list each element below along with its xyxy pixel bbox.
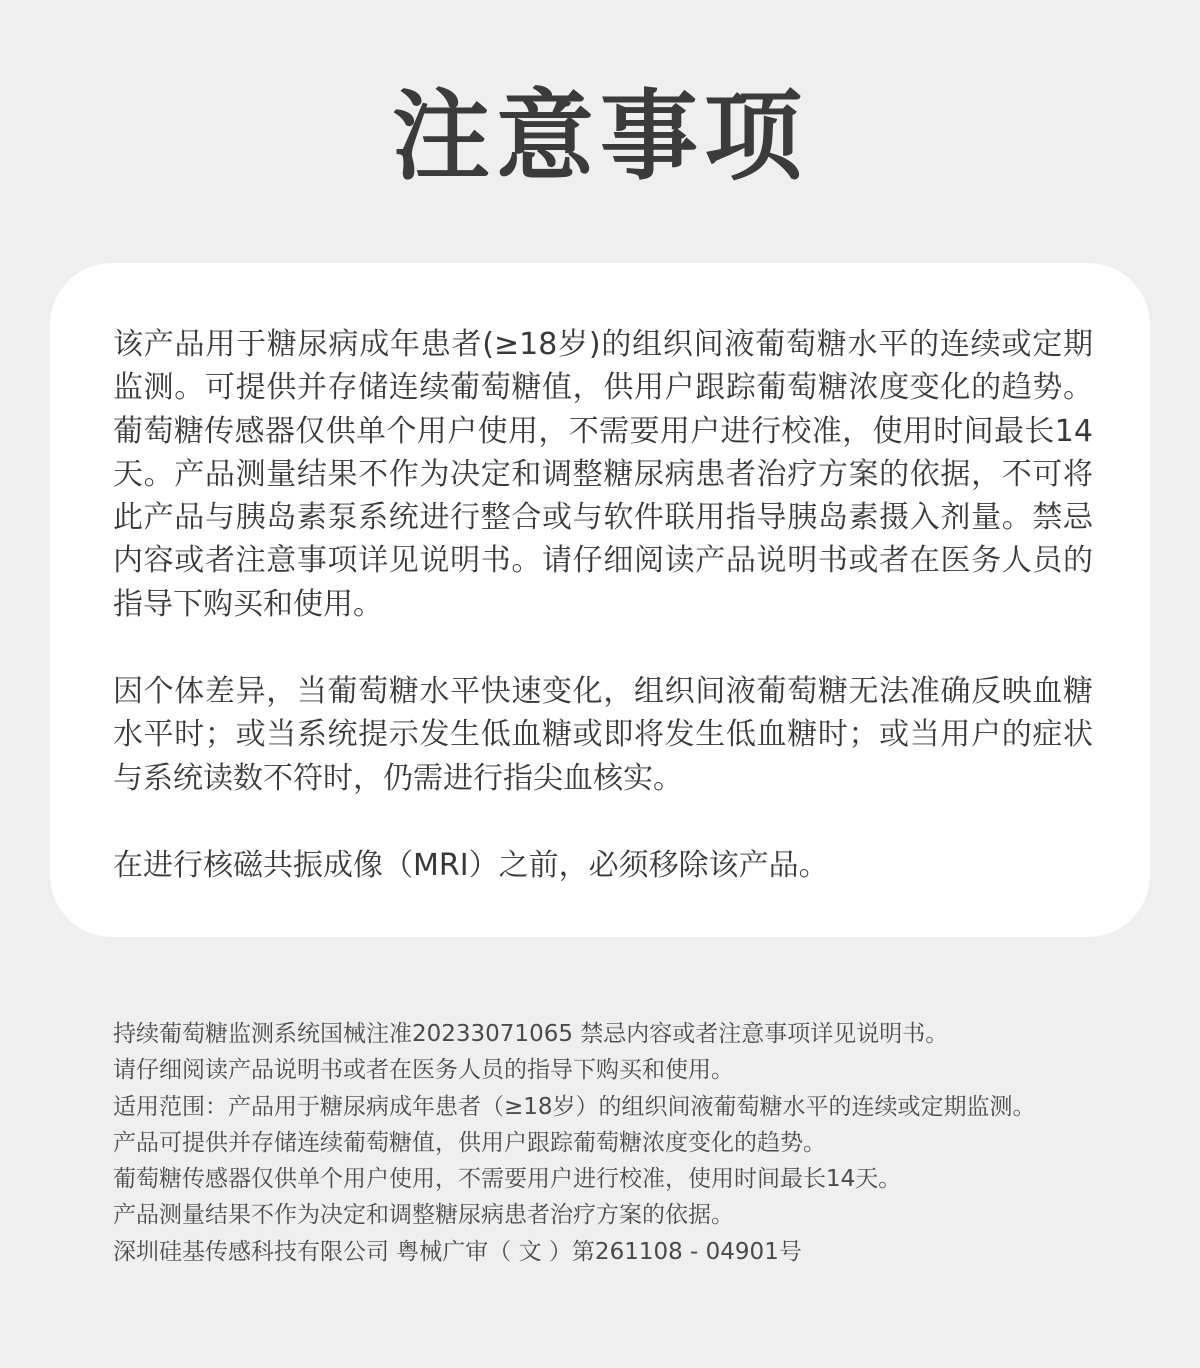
footer-line-company: 深圳硅基传感科技有限公司 粤械广审（ 文 ）第261108 - 04901号 (113, 1238, 802, 1265)
footer-line-registration: 持续葡萄糖监测系统国械注准20233071065 禁忌内容或者注意事项详见说明书。 (113, 1021, 949, 1047)
footer-line-read-manual: 请仔细阅读产品说明书或者在医务人员的指导下购买和使用。 (113, 1057, 734, 1084)
footer-line-scope: 适用范围：产品用于糖尿病成年患者（≥18岁）的组织间液葡萄糖水平的连续或定期监测。 (113, 1093, 1036, 1120)
footer-line-treatment: 产品测量结果不作为决定和调整糖尿病患者治疗方案的依据。 (113, 1202, 734, 1229)
footer-notes (113, 1016, 1173, 1270)
notice-body (113, 323, 1093, 887)
page-title: 注意事项 (391, 80, 808, 194)
footer-line-storage: 产品可提供并存储连续葡萄糖值，供用户跟踪葡萄糖浓度变化的趋势。 (113, 1129, 826, 1156)
footer-line-sensor: 葡萄糖传感器仅供单个用户使用，不需要用户进行校准，使用时间最长14天。 (113, 1166, 902, 1193)
notice-card (50, 263, 1150, 937)
notice-paragraph-usage: 该产品用于糖尿病成年患者(≥18岁)的组织间液葡萄糖水平的连续或定期监测。可提供并存储连续葡萄糖值，供用户跟踪葡萄糖浓度变化的趋势。葡萄糖传感器仅供单个用户使用，不需要用户进行校准，使用时间最长14天。产品测量结果不作为决定和调整糖尿病患者治疗方案的依据，不可将此产品与胰岛素泵系统进行整合或与软件联用指导胰岛素摄入剂量。禁忌内容或者注意事项详见说明书。请仔细阅读产品说明书或者在医务人员的指导下购买和使用。 (113, 327, 1093, 622)
notice-paragraph-mri: 在进行核磁共振成像（MRI）之前，必须移除该产品。 (113, 847, 829, 883)
notice-paragraph-fingerstick: 因个体差异，当葡萄糖水平快速变化，组织间液葡萄糖无法准确反映血糖水平时；或当系统提示发生低血糖或即将发生低血糖时；或当用户的症状与系统读数不符时，仍需进行指尖血核实。 (113, 674, 1093, 796)
